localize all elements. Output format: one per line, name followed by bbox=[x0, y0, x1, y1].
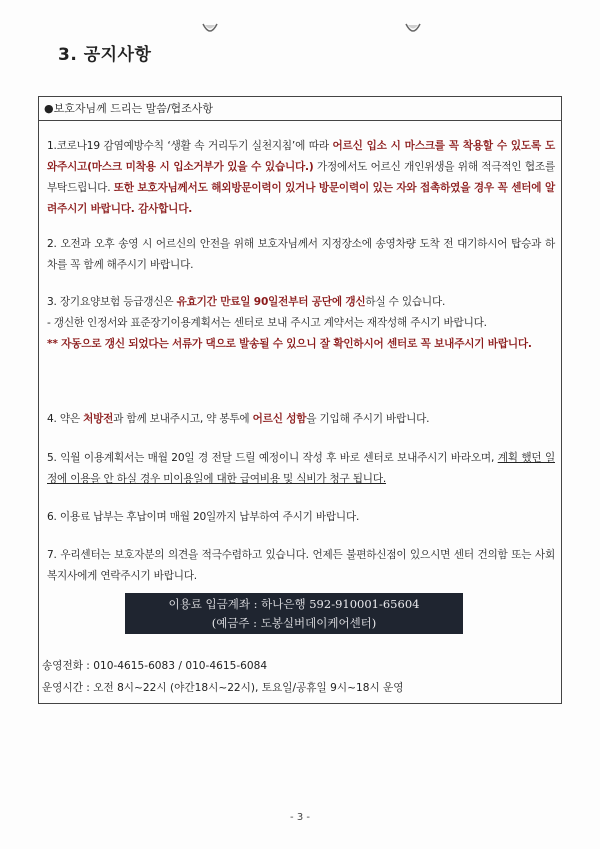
notice-item-5 bbox=[47, 448, 555, 490]
item-emphasis: 유효기간 만료일 90일전부터 공단에 갱신 bbox=[176, 296, 366, 308]
item-text: 과 함께 보내주시고, 약 봉투에 bbox=[113, 413, 253, 425]
item-emphasis: 어르신 성함 bbox=[252, 413, 307, 425]
notice-item-6 bbox=[47, 507, 555, 528]
operating-hours: 운영시간 : 오전 8시~22시 (야간18시~22시), 토요일/공휴일 9시~18시 운영 bbox=[42, 682, 404, 694]
item-text: 3. 장기요양보험 등급갱신은 bbox=[47, 296, 177, 308]
punch-hole bbox=[202, 22, 218, 36]
notice-item-4 bbox=[47, 409, 555, 430]
notice-item-7 bbox=[47, 545, 555, 587]
item-text: 하실 수 있습니다. bbox=[365, 296, 446, 308]
notice-item-1 bbox=[47, 136, 555, 220]
page-number: - 3 - bbox=[290, 812, 310, 823]
item-emphasis: 어르신 입소 시 마스크를 꼭 착용할 수 있도록 도와주시고(마스크 미착용 시 입소거부가 있을 수 있습니다.) bbox=[47, 140, 555, 173]
account-holder-line: (예금주 : 도봉실버데이케어센터) bbox=[211, 616, 377, 630]
item-text: 7. 우리센터는 보호자분의 의견을 적극수렴하고 있습니다. 언제든 불편하신점이 있으시면 센터 건의함 또는 사회복지사에게 연락주시기 바랍니다. bbox=[47, 549, 555, 582]
item-emphasis: 처방전 bbox=[83, 413, 114, 425]
bank-account-line: 이용료 입금계좌 : 하나은행 592-910001-65604 bbox=[168, 597, 420, 611]
item-text: 1.코로나19 감염예방수칙 ‘생활 속 거리두기 실천지침’에 따라 bbox=[47, 140, 333, 152]
item-emphasis: ** 자동으로 갱신 되었다는 서류가 댁으로 발송될 수 있으니 잘 확인하시어 센터로 꼭 보내주시기 바랍니다. bbox=[47, 338, 532, 350]
punch-hole bbox=[405, 22, 421, 36]
item-emphasis: 또한 보호자님께서도 해외방문이력이 있거나 방문이력이 있는 자와 접촉하였을 경우 꼭 센터에 알려주시기 바랍니다. 감사합니다. bbox=[47, 182, 555, 215]
shuttle-phone: 송영전화 : 010-4615-6083 / 010-4615-6084 bbox=[42, 660, 268, 672]
item-text: 가정에서도 어르신 개인위생을 위해 적극적인 협조를 부탁드립니다. bbox=[47, 161, 555, 194]
bank-account-banner bbox=[125, 593, 463, 634]
notice-item-3 bbox=[47, 292, 555, 355]
item-text: 2. 오전과 오후 송영 시 어르신의 안전을 위해 보호자님께서 지정장소에 송영차량 도착 전 대기하시어 탑승과 하차를 꼭 함께 해주시기 바랍니다. bbox=[47, 238, 555, 271]
item-text: 을 기입해 주시기 바랍니다. bbox=[306, 413, 430, 425]
notice-box-header: ●보호자님께 드리는 말씀/협조사항 bbox=[39, 97, 561, 121]
item-text: 4. 약은 bbox=[47, 413, 84, 425]
item-text: 6. 이용료 납부는 후납이며 매월 20일까지 납부하여 주시기 바랍니다. bbox=[47, 511, 360, 523]
section-title: 3. 공지사항 bbox=[58, 45, 152, 65]
item-text: - 갱신한 인정서와 표준장기이용계획서는 센터로 보내 주시고 계약서는 재작성해 주시기 바랍니다. bbox=[47, 317, 487, 329]
item-text: 5. 익월 이용계획서는 매월 20일 경 전달 드릴 예정이니 작성 후 바로 센터로 보내주시기 바라오며, bbox=[47, 452, 498, 464]
item-underlined: 계획 했던 일정에 이용을 안 하실 경우 미이용일에 대한 급여비용 및 식비가 청구 됩니다. bbox=[47, 452, 555, 485]
notice-item-2 bbox=[47, 234, 555, 276]
